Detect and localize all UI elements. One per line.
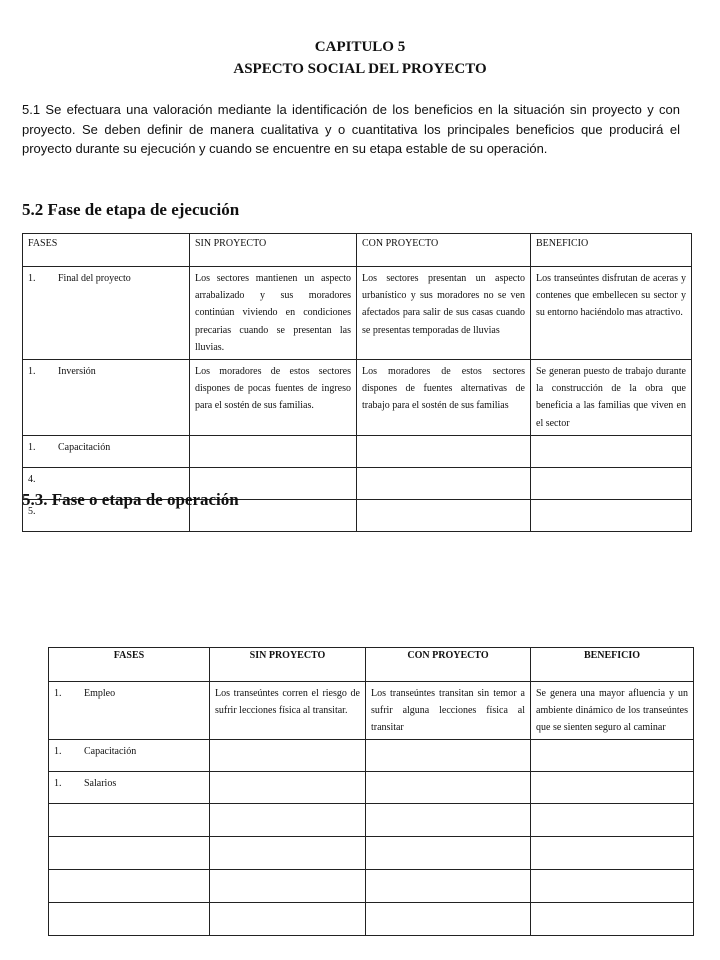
phase-number: 4. (28, 473, 36, 485)
phase-number: 1. (28, 441, 36, 453)
con-proyecto-cell: Los transeúntes transitan sin temor a sufrir alguna lecciones física al transitar (366, 682, 531, 740)
beneficio-cell: Se generan puesto de trabajo durante la construcción de la obra que beneficia a las familias que viven en el sector (531, 360, 692, 436)
header-sin-proyecto: SIN PROYECTO (210, 648, 366, 682)
table-row (49, 772, 694, 804)
header-sin-proyecto: SIN PROYECTO (190, 234, 357, 267)
empty-cell (49, 870, 210, 903)
phase-number: 1. (54, 746, 62, 757)
header-beneficio: BENEFICIO (531, 234, 692, 267)
section-title-execution: 5.2 Fase de etapa de ejecución (22, 200, 240, 219)
phase-label: Inversión (58, 366, 96, 378)
operation-phase-table (48, 647, 694, 936)
empty-cell (366, 804, 531, 837)
sin-proyecto-cell: Los transeúntes corren el riesgo de sufrir lecciones física al transitar. (210, 682, 366, 740)
sin-proyecto-cell (190, 435, 357, 467)
sin-proyecto-cell: Los moradores de estos sectores dispones de pocas fuentes de ingreso para el sostén de sus familias. (190, 360, 357, 436)
phase-number: 5. (28, 505, 36, 517)
empty-cell (210, 837, 366, 870)
table-row (49, 837, 694, 870)
header-con-proyecto: CON PROYECTO (366, 648, 531, 682)
beneficio-cell (531, 467, 692, 499)
con-proyecto-cell (357, 499, 531, 531)
empty-cell (210, 870, 366, 903)
table-row (49, 804, 694, 837)
empty-cell (210, 804, 366, 837)
phase-cell (23, 267, 190, 360)
table-row (49, 740, 694, 772)
empty-cell (366, 870, 531, 903)
beneficio-cell: Los transeúntes disfrutan de aceras y contenes que embellecen su sector y su entorno haciéndolo mas atractivo. (531, 267, 692, 360)
sin-proyecto-cell: Los sectores mantienen un aspecto arrabalizado y sus moradores continúan viviendo en condiciones precarias cuando se presentan las lluvias. (190, 267, 357, 360)
phase-label: Salarios (84, 778, 117, 789)
phase-label: Final del proyecto (58, 273, 131, 284)
con-proyecto-cell: Los sectores presentan un aspecto urbanístico y sus moradores no se ven afectados para salir de sus casas cuando se presentas temporadas de lluvias (357, 267, 531, 360)
table-header-row (23, 234, 692, 267)
table-row (49, 682, 694, 740)
beneficio-cell (531, 435, 692, 467)
sin-proyecto-cell (210, 772, 366, 804)
empty-cell (49, 903, 210, 936)
sin-proyecto-cell (210, 740, 366, 772)
table-header-row (49, 648, 694, 682)
phase-cell (23, 360, 190, 436)
intro-paragraph: 5.1 Se efectuara una valoración mediante la identificación de los beneficios en la situación sin proyecto y con proyecto. Se deben definir de manera cualitativa y o cuantitativa los principales beneficios que producirá el proyecto durante su ejecución y cuando se encuentre en su etapa estable de su operación. (22, 102, 680, 157)
table-row (23, 267, 692, 360)
chapter-title: ASPECTO SOCIAL DEL PROYECTO (233, 61, 487, 77)
con-proyecto-cell (366, 740, 531, 772)
con-proyecto-cell: Los moradores de estos sectores dispones de fuentes alternativas de trabajo para el sostén de sus familias (357, 360, 531, 436)
execution-phase-table (22, 233, 692, 532)
con-proyecto-cell (366, 772, 531, 804)
header-fases: FASES (49, 648, 210, 682)
phase-cell (49, 772, 210, 804)
table-row (23, 435, 692, 467)
empty-cell (366, 903, 531, 936)
table-row (23, 360, 692, 436)
chapter-number: CAPITULO 5 (314, 39, 406, 55)
con-proyecto-cell (357, 435, 531, 467)
phase-label: Capacitación (58, 441, 111, 453)
phase-label: Empleo (84, 688, 116, 699)
phase-number: 1. (54, 688, 62, 699)
empty-cell (49, 837, 210, 870)
phase-cell (49, 682, 210, 740)
beneficio-cell (531, 772, 694, 804)
phase-label: Capacitación (84, 746, 137, 757)
header-fases: FASES (23, 234, 190, 267)
empty-cell (531, 903, 694, 936)
phase-cell (49, 740, 210, 772)
empty-cell (531, 870, 694, 903)
section-title-operation: 5.3. Fase o etapa de operación (22, 490, 239, 509)
phase-number: 1. (28, 273, 36, 284)
con-proyecto-cell (357, 467, 531, 499)
beneficio-cell: Se genera una mayor afluencia y un ambiente dinámico de los transeúntes que se sienten seguro al caminar (531, 682, 694, 740)
beneficio-cell (531, 740, 694, 772)
table-row (49, 903, 694, 936)
empty-cell (531, 837, 694, 870)
empty-cell (210, 903, 366, 936)
table-row (49, 870, 694, 903)
beneficio-cell (531, 499, 692, 531)
phase-cell (23, 435, 190, 467)
empty-cell (49, 804, 210, 837)
header-beneficio: BENEFICIO (531, 648, 694, 682)
phase-number: 1. (28, 366, 36, 378)
header-con-proyecto: CON PROYECTO (357, 234, 531, 267)
empty-cell (366, 837, 531, 870)
empty-cell (531, 804, 694, 837)
phase-number: 1. (54, 778, 62, 789)
